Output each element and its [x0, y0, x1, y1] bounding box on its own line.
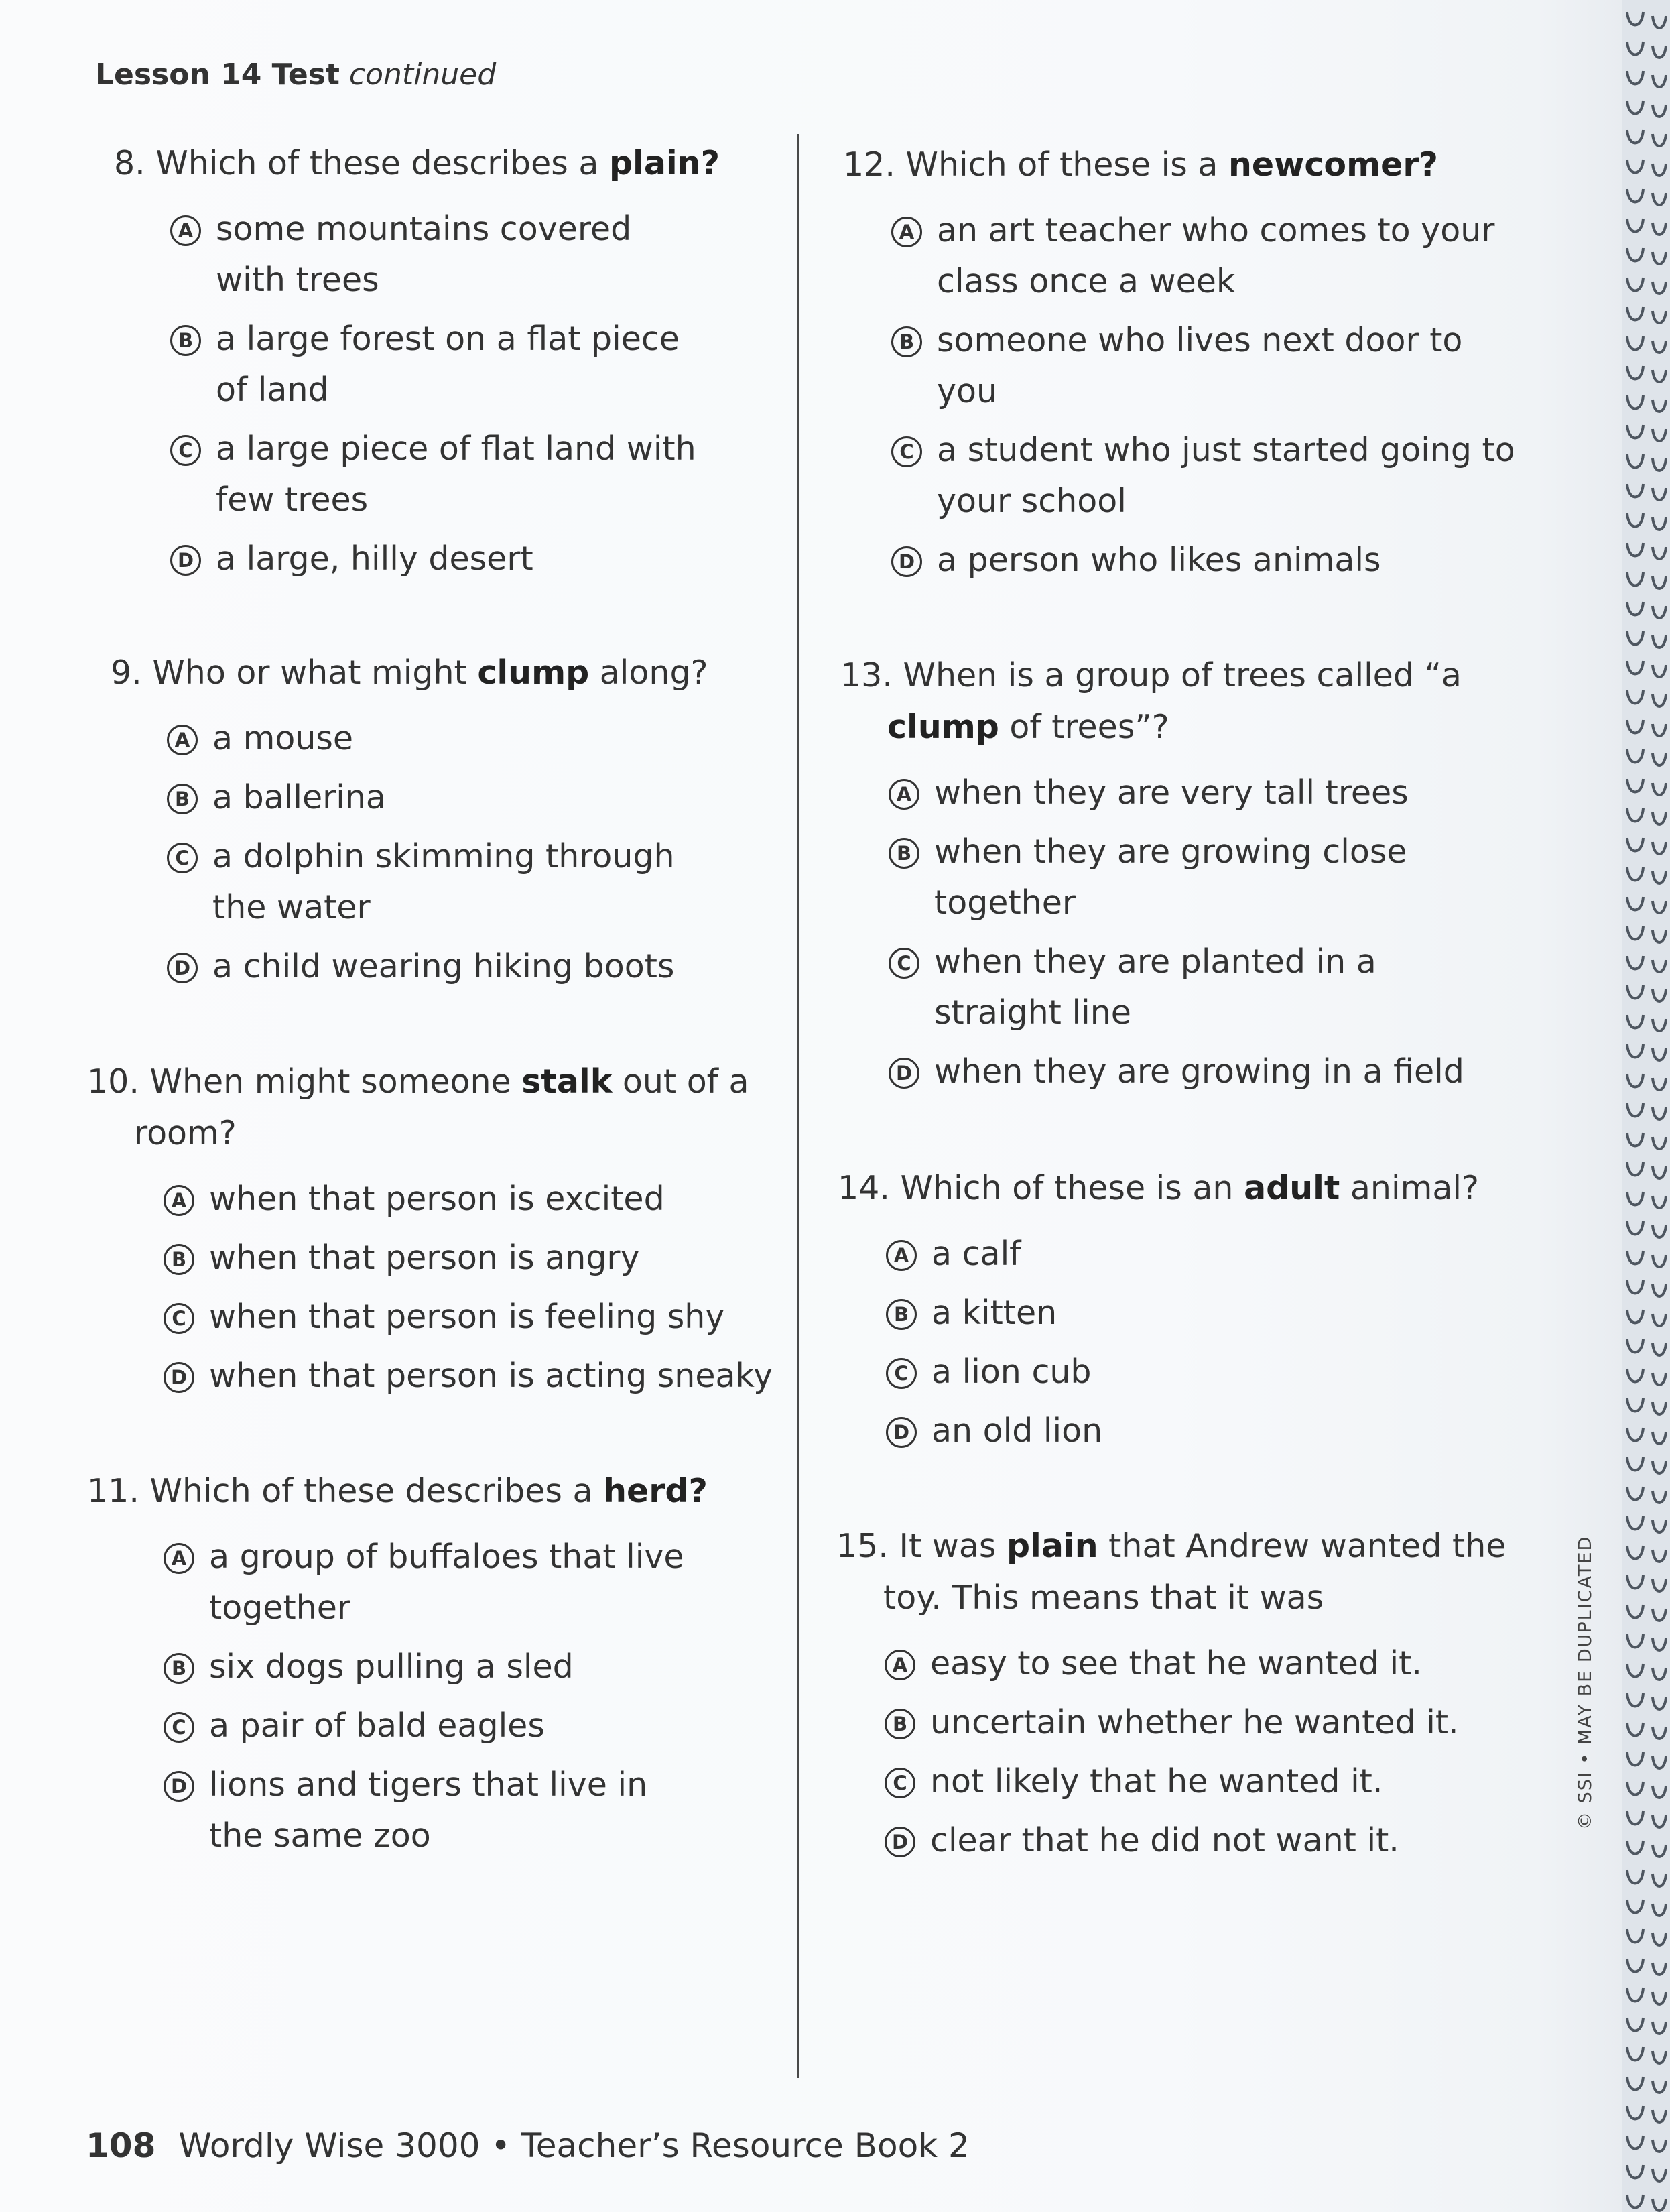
bubble-d-icon: D — [167, 953, 198, 983]
question-stem — [840, 650, 1524, 753]
bubble-a-icon: A — [164, 1543, 194, 1574]
answer-option-c[interactable] — [886, 1347, 1401, 1398]
question-10 — [87, 1056, 773, 1410]
option-text: when that person is feeling shy — [209, 1298, 725, 1336]
question-stem — [87, 1465, 757, 1517]
question-text: When is a group of trees called “a — [903, 656, 1462, 694]
bubble-c-icon: C — [170, 435, 201, 466]
option-text: a large forest on a flat piece of land — [216, 320, 680, 409]
bubble-d-icon: D — [885, 1827, 915, 1857]
question-text: Which of these describes a — [155, 144, 609, 182]
answer-option-d[interactable] — [891, 535, 1527, 586]
bubble-a-icon: A — [891, 217, 922, 247]
vocab-word: newcomer? — [1228, 145, 1438, 184]
option-text: when that person is acting sneaky — [209, 1357, 773, 1395]
answer-option-a[interactable] — [885, 1638, 1533, 1689]
copyright-text: © SSI • MAY BE DUPLICATED — [1575, 1535, 1596, 1830]
option-text: a pair of bald eagles — [209, 1707, 545, 1745]
question-text-end: of trees”? — [999, 708, 1169, 746]
question-12 — [843, 139, 1540, 594]
bubble-c-icon: C — [885, 1768, 915, 1798]
question-text: Which of these is an — [900, 1169, 1244, 1207]
page-footer — [86, 2126, 970, 2165]
answer-option-a[interactable] — [167, 713, 695, 764]
option-text: a lion cub — [932, 1353, 1092, 1391]
option-text: uncertain whether he wanted it. — [930, 1703, 1459, 1741]
vocab-word: stalk — [521, 1062, 613, 1101]
bubble-b-icon: B — [886, 1299, 917, 1330]
answer-option-c[interactable] — [885, 1756, 1533, 1807]
question-number: 10. — [87, 1062, 139, 1101]
bubble-a-icon: A — [886, 1240, 917, 1271]
option-text: easy to see that he wanted it. — [930, 1644, 1422, 1682]
question-text-end: that Andrew wanted the toy. This means that it was — [883, 1527, 1506, 1617]
option-text: a group of buffaloes that live together — [209, 1538, 684, 1627]
question-text: Who or what might — [152, 654, 478, 692]
answer-option-b[interactable] — [886, 1288, 1401, 1339]
answer-option-d[interactable] — [889, 1046, 1537, 1097]
bubble-a-icon: A — [885, 1650, 915, 1680]
option-text: when they are growing close together — [934, 833, 1407, 922]
answer-option-c[interactable] — [889, 936, 1470, 1038]
bubble-b-icon: B — [164, 1653, 194, 1684]
question-text: When might someone — [149, 1062, 522, 1101]
answer-option-c[interactable] — [170, 424, 698, 526]
answer-option-d[interactable] — [164, 1351, 812, 1402]
answer-option-a[interactable] — [891, 205, 1540, 307]
bubble-c-icon: C — [167, 843, 198, 873]
bubble-d-icon: D — [886, 1417, 917, 1448]
answer-option-b[interactable] — [170, 314, 698, 416]
option-text: a calf — [932, 1235, 1021, 1273]
option-text: a mouse — [212, 719, 354, 757]
bubble-c-icon: C — [891, 436, 922, 467]
option-text: six dogs pulling a sled — [209, 1648, 574, 1686]
option-text: an art teacher who comes to your class once a week — [937, 211, 1495, 300]
option-text: someone who lives next door to you — [937, 321, 1463, 410]
question-9 — [111, 647, 754, 1000]
bubble-c-icon: C — [164, 1303, 194, 1334]
lesson-title: Lesson 14 Test — [95, 58, 340, 92]
question-text-end: out of a room? — [134, 1062, 749, 1152]
question-number: 14. — [838, 1169, 890, 1207]
question-number: 12. — [843, 145, 895, 184]
bubble-b-icon: B — [167, 784, 198, 814]
option-text: when they are planted in a straight line — [934, 942, 1376, 1032]
option-text: a ballerina — [212, 778, 386, 816]
continued-label: continued — [348, 58, 497, 92]
bubble-d-icon: D — [164, 1362, 194, 1393]
option-text: when they are very tall trees — [934, 774, 1409, 812]
question-text: Which of these is a — [905, 145, 1228, 184]
answer-option-a[interactable] — [886, 1229, 1401, 1280]
bubble-d-icon: D — [889, 1058, 919, 1089]
question-text-end: animal? — [1340, 1169, 1479, 1207]
answer-option-b[interactable] — [167, 772, 695, 823]
question-number: 13. — [840, 656, 893, 694]
answer-option-a[interactable] — [170, 204, 698, 306]
bubble-a-icon: A — [170, 215, 201, 246]
question-stem — [836, 1520, 1553, 1623]
option-text: lions and tigers that live in the same zoo — [209, 1766, 648, 1855]
question-13 — [840, 650, 1537, 1105]
question-text-end: along? — [589, 654, 708, 692]
question-11 — [87, 1465, 757, 1869]
option-text: a large piece of flat land with few trees — [216, 430, 696, 519]
copyright-side-label — [1568, 1535, 1596, 1830]
question-text: It was — [899, 1527, 1007, 1565]
bubble-d-icon: D — [891, 546, 922, 577]
answer-option-b[interactable] — [164, 1642, 705, 1693]
answer-option-d[interactable] — [170, 534, 698, 585]
answer-option-d[interactable] — [167, 941, 722, 992]
answer-option-c[interactable] — [167, 831, 695, 933]
answer-option-b[interactable] — [164, 1233, 785, 1284]
bubble-c-icon: C — [164, 1712, 194, 1743]
option-text: some mountains covered with trees — [216, 210, 632, 299]
question-stem — [114, 137, 757, 189]
vocab-word: herd? — [603, 1472, 708, 1510]
answer-option-a[interactable] — [164, 1174, 785, 1225]
bubble-b-icon: B — [891, 326, 922, 357]
answer-option-d[interactable] — [164, 1760, 705, 1861]
answer-option-d[interactable] — [886, 1406, 1401, 1457]
option-text: clear that he did not want it. — [930, 1821, 1399, 1859]
bubble-a-icon: A — [889, 779, 919, 810]
question-number: 15. — [836, 1527, 889, 1565]
option-text: not likely that he wanted it. — [930, 1762, 1383, 1800]
option-text: a kitten — [932, 1294, 1057, 1332]
vocab-word: plain — [1006, 1527, 1098, 1565]
question-stem — [843, 139, 1540, 190]
bubble-b-icon: B — [170, 325, 201, 356]
question-stem — [111, 647, 754, 698]
option-text: an old lion — [932, 1412, 1103, 1450]
bubble-a-icon: A — [167, 725, 198, 755]
option-text: when that person is excited — [209, 1180, 665, 1218]
question-text: Which of these describes a — [149, 1472, 604, 1510]
question-number: 11. — [87, 1472, 139, 1510]
answer-option-b[interactable] — [889, 826, 1470, 928]
vocab-word: adult — [1244, 1169, 1340, 1207]
question-8 — [114, 137, 757, 593]
page-number: 108 — [86, 2126, 156, 2165]
bubble-c-icon: C — [886, 1358, 917, 1389]
option-text: a person who likes animals — [937, 541, 1381, 579]
spiral-binding-icon — [1622, 0, 1670, 2212]
question-number: 8. — [114, 144, 145, 182]
answer-option-a[interactable] — [164, 1532, 705, 1634]
page-header — [95, 58, 496, 92]
option-text: a large, hilly desert — [216, 540, 533, 578]
answer-option-c[interactable] — [164, 1292, 785, 1343]
bubble-d-icon: D — [164, 1771, 194, 1802]
option-text: a student who just started going to your school — [937, 431, 1515, 520]
bubble-b-icon: B — [885, 1709, 915, 1739]
vocab-word: clump — [477, 654, 590, 692]
bubble-b-icon: B — [889, 838, 919, 869]
question-15 — [836, 1520, 1533, 1874]
answer-option-b[interactable] — [891, 315, 1473, 417]
answer-option-c[interactable] — [164, 1701, 705, 1752]
option-text: when they are growing in a field — [934, 1052, 1464, 1091]
option-text: when that person is angry — [209, 1239, 640, 1277]
option-text: a dolphin skimming through the water — [212, 837, 675, 926]
bubble-c-icon: C — [889, 948, 919, 979]
question-number: 9. — [111, 654, 142, 692]
vocab-word: clump — [887, 708, 999, 746]
question-stem — [87, 1056, 777, 1159]
answer-option-c[interactable] — [891, 425, 1527, 527]
column-divider — [797, 134, 799, 2078]
bubble-b-icon: B — [164, 1244, 194, 1275]
answer-option-d[interactable] — [885, 1815, 1533, 1866]
bubble-a-icon: A — [164, 1185, 194, 1216]
answer-option-b[interactable] — [885, 1697, 1533, 1748]
bubble-d-icon: D — [170, 545, 201, 576]
answer-option-a[interactable] — [889, 767, 1524, 818]
question-stem — [838, 1162, 1535, 1214]
vocab-word: plain? — [608, 144, 720, 182]
option-text: a child wearing hiking boots — [212, 947, 675, 985]
book-title: Wordly Wise 3000 • Teacher’s Resource Book 2 — [178, 2126, 970, 2165]
question-14 — [838, 1162, 1535, 1465]
